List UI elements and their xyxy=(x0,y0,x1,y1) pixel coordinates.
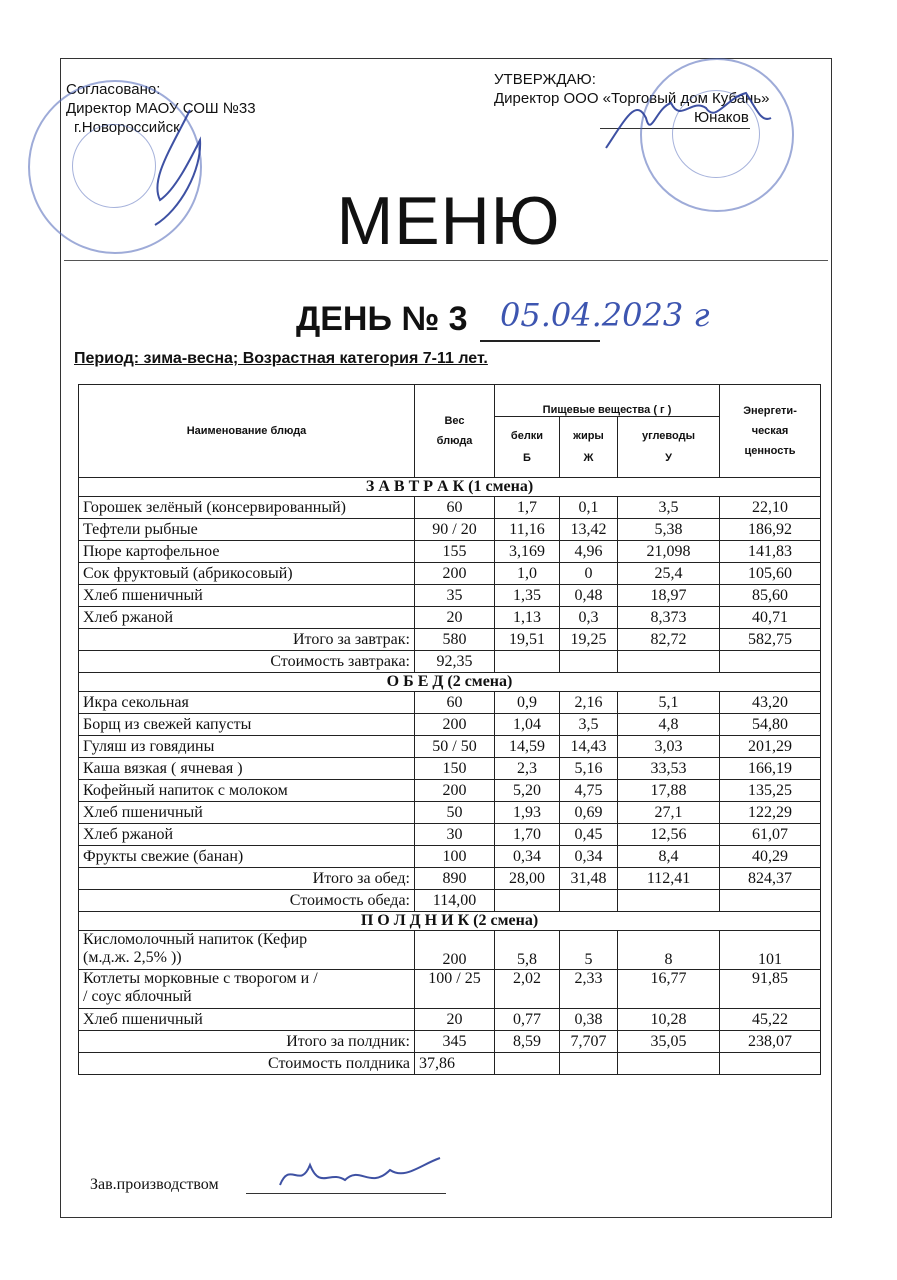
header-protein xyxy=(495,417,560,478)
dish-fat: 0,3 xyxy=(560,607,618,629)
dish-energy: 43,20 xyxy=(720,692,821,714)
dish-weight: 100 / 25 xyxy=(415,970,495,1009)
total-row-breakfast xyxy=(79,629,821,651)
dish-weight: 200 xyxy=(415,714,495,736)
dish-name: Хлеб пшеничный xyxy=(79,1009,415,1031)
dish-energy: 91,85 xyxy=(720,970,821,1009)
table-row xyxy=(79,497,821,519)
dish-name-line2: (м.д.ж. 2,5% )) xyxy=(83,949,182,966)
dish-fat: 0 xyxy=(560,563,618,585)
total-energy: 582,75 xyxy=(720,629,821,651)
dish-name xyxy=(79,970,415,1009)
dish-weight: 50 xyxy=(415,802,495,824)
dish-protein: 0,9 xyxy=(495,692,560,714)
total-weight: 890 xyxy=(415,868,495,890)
header-weight xyxy=(415,385,495,478)
table-row xyxy=(79,736,821,758)
dish-name: Горошек зелёный (консервированный) xyxy=(79,497,415,519)
section-lunch-title: О Б Е Д (2 смена) xyxy=(79,673,821,692)
approval-left-line1: Согласовано: xyxy=(66,81,161,98)
total-weight: 580 xyxy=(415,629,495,651)
dish-protein: 2,02 xyxy=(495,970,560,1009)
dish-weight: 90 / 20 xyxy=(415,519,495,541)
dish-carbs: 18,97 xyxy=(618,585,720,607)
total-fat: 7,707 xyxy=(560,1031,618,1053)
dish-protein: 1,13 xyxy=(495,607,560,629)
dish-weight: 200 xyxy=(415,780,495,802)
header-energy-line1: Энергети- xyxy=(743,405,797,417)
table-row xyxy=(79,758,821,780)
approval-right-line2: Директор ООО «Торговый дом Кубань» xyxy=(494,90,770,107)
dish-carbs: 17,88 xyxy=(618,780,720,802)
table-row xyxy=(79,607,821,629)
approval-left-line3: г.Новороссийск xyxy=(74,119,180,136)
table-row xyxy=(79,585,821,607)
dish-carbs: 3,5 xyxy=(618,497,720,519)
table-row xyxy=(79,519,821,541)
dish-protein: 2,3 xyxy=(495,758,560,780)
dish-carbs: 10,28 xyxy=(618,1009,720,1031)
total-protein: 28,00 xyxy=(495,868,560,890)
table-row xyxy=(79,714,821,736)
header-carbs xyxy=(618,417,720,478)
header-protein-line2: Б xyxy=(523,452,531,465)
dish-fat: 3,5 xyxy=(560,714,618,736)
dish-protein: 1,70 xyxy=(495,824,560,846)
dish-energy: 22,10 xyxy=(720,497,821,519)
total-carbs: 35,05 xyxy=(618,1031,720,1053)
table-row xyxy=(79,563,821,585)
dish-name-line2: / соус яблочный xyxy=(83,988,192,1005)
cost-label: Стоимость обеда: xyxy=(79,890,415,912)
total-carbs: 112,41 xyxy=(618,868,720,890)
dish-name: Хлеб ржаной xyxy=(79,607,415,629)
dish-weight: 150 xyxy=(415,758,495,780)
dish-weight: 30 xyxy=(415,824,495,846)
dish-energy: 85,60 xyxy=(720,585,821,607)
dish-protein: 0,34 xyxy=(495,846,560,868)
dish-name: Хлеб пшеничный xyxy=(79,802,415,824)
dish-fat: 13,42 xyxy=(560,519,618,541)
table-row xyxy=(79,692,821,714)
dish-carbs: 25,4 xyxy=(618,563,720,585)
table-row xyxy=(79,780,821,802)
dish-name: Борщ из свежей капусты xyxy=(79,714,415,736)
cost-row-lunch xyxy=(79,890,821,912)
approval-left-line2: Директор МАОУ СОШ №33 xyxy=(66,100,256,117)
header-weight-line1: Вес xyxy=(444,415,465,427)
cost-value: 37,86 xyxy=(415,1053,495,1075)
dish-fat: 14,43 xyxy=(560,736,618,758)
total-carbs: 82,72 xyxy=(618,629,720,651)
total-energy: 238,07 xyxy=(720,1031,821,1053)
dish-name: Сок фруктовый (абрикосовый) xyxy=(79,563,415,585)
dish-weight: 200 xyxy=(415,563,495,585)
total-row-snack xyxy=(79,1031,821,1053)
table-row xyxy=(79,541,821,563)
header-protein-line1: белки xyxy=(510,430,544,443)
dish-energy: 54,80 xyxy=(720,714,821,736)
dish-energy: 40,29 xyxy=(720,846,821,868)
dish-energy: 141,83 xyxy=(720,541,821,563)
dish-energy: 122,29 xyxy=(720,802,821,824)
dish-carbs: 33,53 xyxy=(618,758,720,780)
dish-protein: 1,7 xyxy=(495,497,560,519)
dish-protein: 1,04 xyxy=(495,714,560,736)
footer-label: Зав.производством xyxy=(90,1176,219,1193)
dish-protein: 11,16 xyxy=(495,519,560,541)
dish-energy: 61,07 xyxy=(720,824,821,846)
dish-name-line1: Кисломолочный напиток (Кефир xyxy=(83,931,308,948)
dish-weight: 20 xyxy=(415,1009,495,1031)
table-row xyxy=(79,970,821,1009)
approval-right-line3: Юнаков xyxy=(694,109,749,126)
dish-fat: 0,48 xyxy=(560,585,618,607)
dish-carbs: 8,4 xyxy=(618,846,720,868)
dish-protein: 5,20 xyxy=(495,780,560,802)
table-row xyxy=(79,824,821,846)
dish-energy: 45,22 xyxy=(720,1009,821,1031)
total-energy: 824,37 xyxy=(720,868,821,890)
total-fat: 19,25 xyxy=(560,629,618,651)
dish-protein: 14,59 xyxy=(495,736,560,758)
dish-protein: 1,0 xyxy=(495,563,560,585)
table-row xyxy=(79,846,821,868)
header-energy xyxy=(720,385,821,478)
dish-fat: 2,33 xyxy=(560,970,618,1009)
table-row xyxy=(79,802,821,824)
header-fat-line2: Ж xyxy=(583,452,594,465)
total-protein: 19,51 xyxy=(495,629,560,651)
dish-name xyxy=(79,931,415,970)
dish-energy: 201,29 xyxy=(720,736,821,758)
dish-fat: 5,16 xyxy=(560,758,618,780)
dish-fat: 4,96 xyxy=(560,541,618,563)
dish-name: Тефтели рыбные xyxy=(79,519,415,541)
dish-protein: 1,93 xyxy=(495,802,560,824)
dish-name: Каша вязкая ( ячневая ) xyxy=(79,758,415,780)
dish-carbs: 21,098 xyxy=(618,541,720,563)
total-label: Итого за обед: xyxy=(79,868,415,890)
dish-name: Фрукты свежие (банан) xyxy=(79,846,415,868)
dish-protein: 0,77 xyxy=(495,1009,560,1031)
table-row xyxy=(79,1009,821,1031)
table-row xyxy=(79,931,821,970)
header-dish-name: Наименование блюда xyxy=(79,385,415,478)
dish-carbs: 27,1 xyxy=(618,802,720,824)
header-nutrients: Пищевые вещества ( г ) xyxy=(495,385,720,417)
header-energy-line2: ческая xyxy=(751,425,789,437)
menu-title: МЕНЮ xyxy=(336,183,561,259)
dish-energy: 166,19 xyxy=(720,758,821,780)
header-fat xyxy=(560,417,618,478)
cost-row-snack xyxy=(79,1053,821,1075)
dish-fat: 0,69 xyxy=(560,802,618,824)
dish-carbs: 16,77 xyxy=(618,970,720,1009)
dish-name: Икра секольная xyxy=(79,692,415,714)
header-weight-line2: блюда xyxy=(436,435,473,447)
cost-label: Стоимость полдника xyxy=(79,1053,415,1075)
header-fat-line1: жиры xyxy=(573,430,604,443)
dish-energy: 40,71 xyxy=(720,607,821,629)
cost-value: 114,00 xyxy=(415,890,495,912)
dish-fat: 0,38 xyxy=(560,1009,618,1031)
dish-weight: 200 xyxy=(415,931,495,970)
menu-table xyxy=(78,384,821,1075)
dish-weight: 60 xyxy=(415,497,495,519)
dish-weight: 60 xyxy=(415,692,495,714)
section-snack-title: П О Л Д Н И К (2 смена) xyxy=(79,912,821,931)
dish-name: Пюре картофельное xyxy=(79,541,415,563)
dish-carbs: 5,1 xyxy=(618,692,720,714)
right-signature xyxy=(596,78,776,158)
dish-weight: 100 xyxy=(415,846,495,868)
period-line: Период: зима-весна; Возрастная категория 7-11 лет. xyxy=(74,350,488,367)
section-breakfast-title: З А В Т Р А К (1 смена) xyxy=(79,478,821,497)
dish-fat: 2,16 xyxy=(560,692,618,714)
dish-carbs: 3,03 xyxy=(618,736,720,758)
dish-fat: 0,45 xyxy=(560,824,618,846)
day-label: ДЕНЬ № 3 xyxy=(296,300,468,338)
dish-protein: 5,8 xyxy=(495,931,560,970)
dish-energy: 135,25 xyxy=(720,780,821,802)
dish-protein: 3,169 xyxy=(495,541,560,563)
dish-energy: 101 xyxy=(720,931,821,970)
cost-row-breakfast xyxy=(79,651,821,673)
dish-weight: 20 xyxy=(415,607,495,629)
dish-name: Гуляш из говядины xyxy=(79,736,415,758)
dish-carbs: 5,38 xyxy=(618,519,720,541)
dish-fat: 5 xyxy=(560,931,618,970)
header-energy-line3: ценность xyxy=(744,445,796,457)
total-weight: 345 xyxy=(415,1031,495,1053)
header-carbs-line2: У xyxy=(665,452,672,465)
dish-weight: 35 xyxy=(415,585,495,607)
dish-carbs: 4,8 xyxy=(618,714,720,736)
dish-name: Хлеб ржаной xyxy=(79,824,415,846)
dish-fat: 4,75 xyxy=(560,780,618,802)
total-row-lunch xyxy=(79,868,821,890)
day-date-underline xyxy=(480,340,600,342)
dish-fat: 0,34 xyxy=(560,846,618,868)
dish-weight: 155 xyxy=(415,541,495,563)
dish-name-line1: Котлеты морковные с творогом и / xyxy=(83,970,318,987)
total-protein: 8,59 xyxy=(495,1031,560,1053)
approval-right-line1: УТВЕРЖДАЮ: xyxy=(494,71,596,88)
dish-weight: 50 / 50 xyxy=(415,736,495,758)
dish-protein: 1,35 xyxy=(495,585,560,607)
cost-value: 92,35 xyxy=(415,651,495,673)
total-label: Итого за полдник: xyxy=(79,1031,415,1053)
day-date: 05.04.2023 г xyxy=(500,296,710,334)
dish-energy: 105,60 xyxy=(720,563,821,585)
total-label: Итого за завтрак: xyxy=(79,629,415,651)
dish-fat: 0,1 xyxy=(560,497,618,519)
dish-name: Кофейный напиток с молоком xyxy=(79,780,415,802)
header-carbs-line1: углеводы xyxy=(642,430,695,443)
footer-signature xyxy=(270,1150,450,1200)
dish-carbs: 12,56 xyxy=(618,824,720,846)
title-divider xyxy=(64,260,828,261)
dish-carbs: 8,373 xyxy=(618,607,720,629)
total-fat: 31,48 xyxy=(560,868,618,890)
dish-carbs: 8 xyxy=(618,931,720,970)
cost-label: Стоимость завтрака: xyxy=(79,651,415,673)
dish-name: Хлеб пшеничный xyxy=(79,585,415,607)
dish-energy: 186,92 xyxy=(720,519,821,541)
